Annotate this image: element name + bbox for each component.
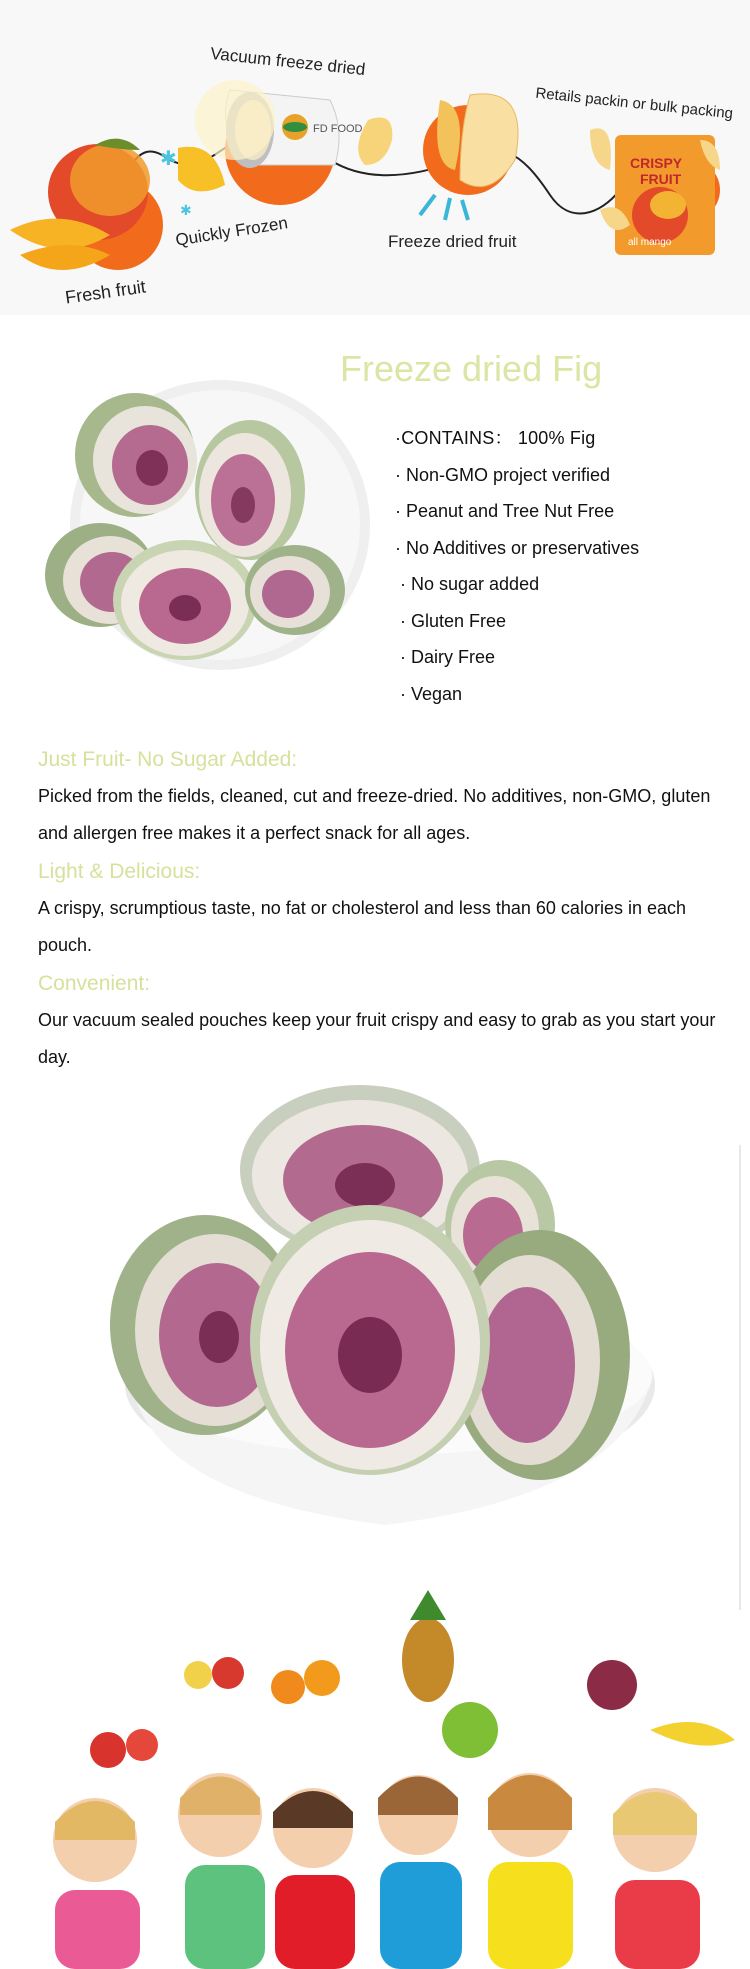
svg-text:all mango: all mango xyxy=(628,237,672,248)
svg-text:✱: ✱ xyxy=(180,202,192,218)
machine-logo: FD FOOD xyxy=(313,123,363,135)
pouch-brand: CRISPY xyxy=(630,155,683,171)
feature-item: · Gluten Free xyxy=(400,610,507,631)
feature-item: · Non-GMO project verified xyxy=(395,464,611,485)
feature-item: · Dairy Free xyxy=(400,647,496,667)
edge-divider xyxy=(739,1145,741,1610)
description-section xyxy=(38,742,728,1078)
process-illustration xyxy=(0,0,750,315)
kids-with-fruit-photo xyxy=(0,1590,750,1969)
step-vacuum-label: Vacuum freeze dried xyxy=(209,43,367,80)
svg-text:✱: ✱ xyxy=(160,148,177,170)
feature-item: · Vegan xyxy=(400,683,463,704)
svg-text:FRUIT: FRUIT xyxy=(640,171,682,187)
heading-just-fruit: Just Fruit- No Sugar Added: xyxy=(38,748,298,771)
step-fresh-label: Fresh fruit xyxy=(63,276,147,308)
heading-convenient: Convenient: xyxy=(38,972,151,995)
product-title: Freeze dried Fig xyxy=(340,348,603,389)
fig-pieces-photo xyxy=(40,360,370,680)
heading-light-delicious: Light & Delicious: xyxy=(38,860,201,883)
text-just-fruit: Picked from the fields, cleaned, cut and freeze-dried. No additives, non-GMO, gluten and allergen free makes it a perfect snack for all ages. xyxy=(38,786,711,843)
fig-bowl-photo xyxy=(105,1075,665,1535)
feature-item: ·CONTAINS： 100% Fig xyxy=(395,428,596,448)
step-retail-label: Retails packin or bulk packing xyxy=(534,84,734,123)
feature-item: · Peanut and Tree Nut Free xyxy=(395,501,615,521)
feature-item: · No Additives or preservatives xyxy=(395,537,640,558)
step-quick-label: Quickly Frozen xyxy=(174,213,290,250)
process-banner xyxy=(0,0,750,315)
feature-list xyxy=(395,420,639,712)
text-light-delicious: A crispy, scrumptious taste, no fat or cholesterol and less than 60 calories in each pouch. xyxy=(38,898,686,955)
step-dried-label: Freeze dried fruit xyxy=(388,232,517,251)
text-convenient: Our vacuum sealed pouches keep your fruit crispy and easy to grab as you start your day. xyxy=(38,1010,716,1067)
feature-item: · No sugar added xyxy=(400,574,540,594)
